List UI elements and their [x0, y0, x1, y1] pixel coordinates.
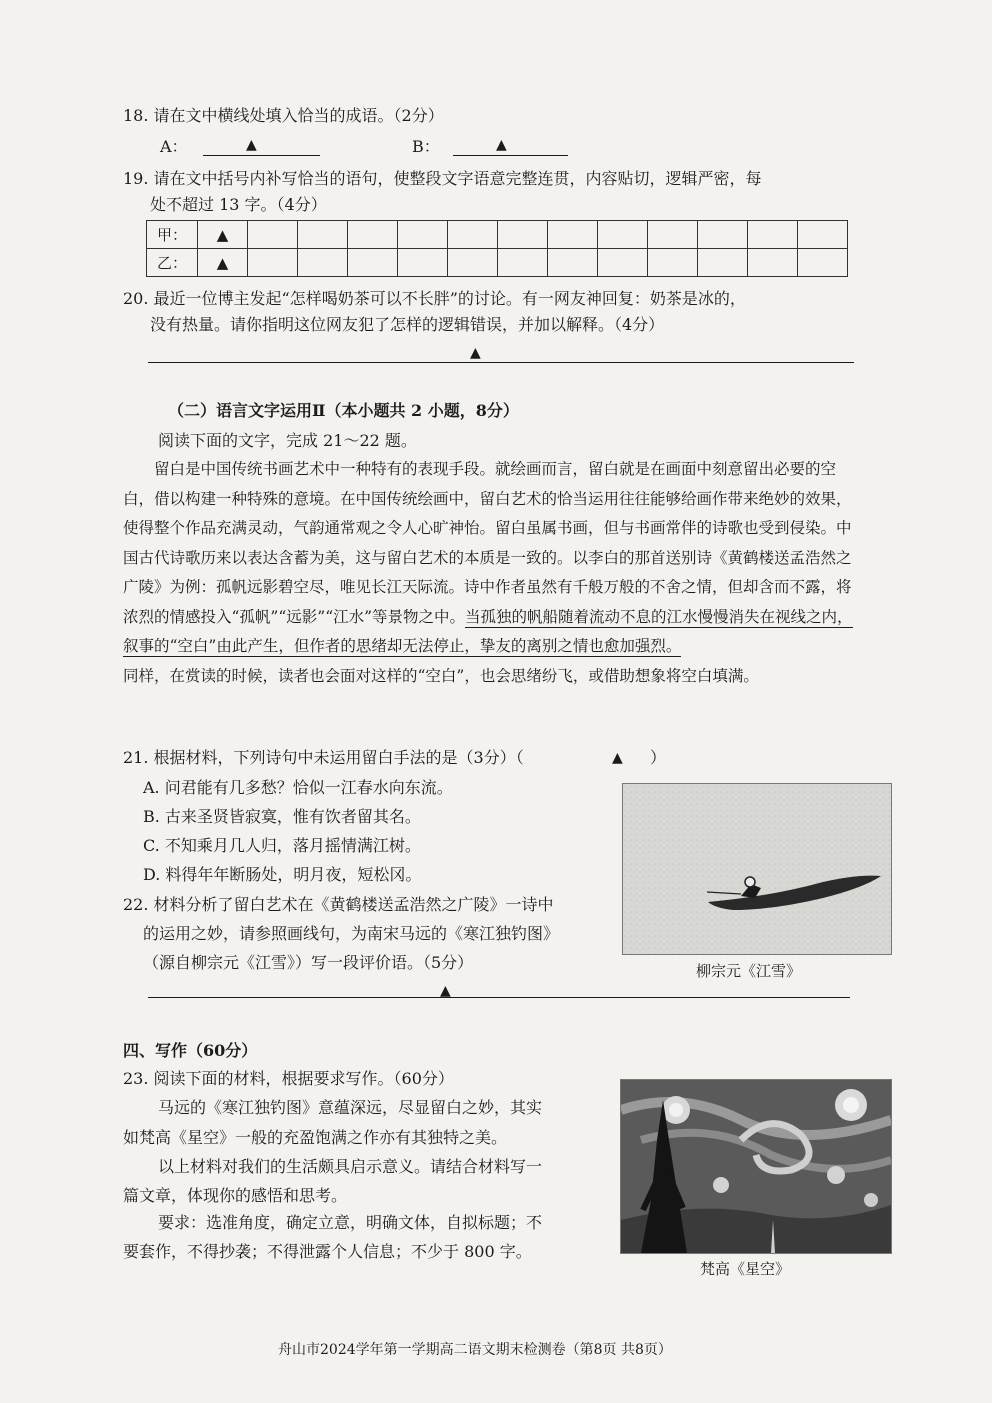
q22-line1: 22. 材料分析了留白艺术在《黄鹤楼送孟浩然之广陵》一诗中 [123, 895, 554, 914]
q22-line2: 的运用之妙，请参照画线句，为南宋马远的《寒江独钓图》 [143, 924, 560, 943]
q23-para3-l1: 要求：选准角度，确定立意，明确文体，自拟标题；不 [158, 1213, 543, 1232]
section4-title: 四、写作（60分） [123, 1041, 258, 1060]
q23-para1-l1: 马远的《寒江独钓图》意蕴深远，尽显留白之妙，其实 [158, 1098, 543, 1117]
section2-title: （二）语言文字运用Ⅱ（本小题共 2 小题，8分） [168, 401, 519, 420]
q19-cell[interactable] [448, 221, 498, 249]
q18-b-marker: ▲ [496, 137, 507, 153]
q19-cell[interactable] [498, 221, 548, 249]
q21-text: 21. 根据材料，下列诗句中未运用留白手法的是（3分）（ [123, 748, 524, 767]
q21-option-b[interactable]: B. 古来圣贤皆寂寞，惟有饮者留其名。 [143, 807, 421, 826]
q19-cell[interactable] [798, 249, 848, 277]
q18-b-label: B： [412, 137, 440, 156]
section2-instruction: 阅读下面的文字，完成 21～22 题。 [158, 431, 417, 450]
q19-cell[interactable] [598, 249, 648, 277]
jiangxue-painting [622, 783, 892, 955]
q21-option-d[interactable]: D. 料得年年断肠处，明月夜，短松冈。 [143, 865, 422, 884]
q19-text-line1: 19. 请在文中括号内补写恰当的语句，使整段文字语意完整连贯，内容贴切，逻辑严密，每 [123, 169, 762, 188]
q20-marker: ▲ [470, 345, 481, 361]
passage-underlined-sentence: 当孤独的帆船随着流动不息的江水慢慢消失在视线之内，叙事的“空白”由此产生，但作者的思绪却无法停止，挚友的离别之情也愈加强烈。 [123, 607, 853, 655]
q19-cell[interactable] [748, 249, 798, 277]
q22-line3: （源自柳宗元《江雪》）写一段评价语。（5分） [143, 953, 474, 972]
q19-row-jia [147, 221, 848, 249]
q22-answer-line[interactable] [148, 997, 850, 998]
passage-part-b: 同样，在赏读的时候，读者也会面对这样的“空白”，也会思绪纷飞，或借助想象将空白填满。 [123, 666, 759, 685]
q19-cell[interactable] [298, 221, 348, 249]
q19-cell[interactable]: ▲ [198, 221, 248, 249]
q19-cell[interactable] [398, 221, 448, 249]
q19-cell[interactable] [598, 221, 648, 249]
q23-line1: 23. 阅读下面的材料，根据要求写作。（60分） [123, 1069, 454, 1088]
q19-cell[interactable] [548, 249, 598, 277]
q20-text-line2: 没有热量。请你指明这位网友犯了怎样的逻辑错误，并加以解释。（4分） [150, 315, 665, 334]
q19-text-line2: 处不超过 13 字。（4分） [150, 195, 327, 214]
q19-cell[interactable] [748, 221, 798, 249]
q19-cell[interactable] [348, 221, 398, 249]
q19-cell[interactable] [448, 249, 498, 277]
q19-cell[interactable] [548, 221, 598, 249]
q19-cell[interactable] [498, 249, 548, 277]
q19-cell[interactable]: ▲ [198, 249, 248, 277]
q19-cell[interactable] [798, 221, 848, 249]
q20-text-line1: 20. 最近一位博主发起“怎样喝奶茶可以不长胖”的讨论。有一网友神回复：奶茶是冰的， [123, 289, 746, 308]
passage-part-a: 留白是中国传统书画艺术中一种特有的表现手段。就绘画而言，留白就是在画面中刻意留出必要的空白，借以构建一种特殊的意境。在中国传统绘画中，留白艺术的恰当运用往往能够给画作带来绝妙的效果，使得整个作品充满灵动，气韵通常观之令人心旷神怡。留白虽属书画，但与书画常伴的诗歌也受到侵染。中国古代诗歌历来以表达含蓄为美，这与留白艺术的本质是一致的。以李白的那首送别诗《黄鹤楼送孟浩然之广陵》为例：孤帆远影碧空尽，唯见长江天际流。诗中作者虽然有千般万般的不舍之情，但却含而不露，将浓烈的情感投入“孤帆”“远影”“江水”等景物之中。 [123, 460, 852, 626]
starry-night-illustration [621, 1080, 891, 1253]
starry-night-caption: 梵高《星空》 [700, 1260, 791, 1278]
q19-row-yi [147, 249, 848, 277]
q19-cell[interactable] [248, 221, 298, 249]
q19-cell[interactable] [698, 221, 748, 249]
q18-b-blank[interactable] [453, 155, 568, 156]
q22-marker: ▲ [440, 983, 451, 999]
q19-cell[interactable] [398, 249, 448, 277]
jiangxue-caption: 柳宗元《江雪》 [696, 962, 802, 980]
q18-text: 18. 请在文中横线处填入恰当的成语。（2分） [123, 106, 444, 125]
starry-night-painting [620, 1079, 892, 1254]
fishing-boat-illustration [623, 784, 891, 954]
q23-para1-l2: 如梵高《星空》一般的充盈饱满之作亦有其独特之美。 [123, 1128, 508, 1147]
passage [123, 455, 861, 691]
q19-row2-label: 乙： [147, 249, 198, 277]
q19-cell[interactable] [348, 249, 398, 277]
q21-option-a[interactable]: A. 问君能有几多愁？恰似一江春水向东流。 [143, 778, 453, 797]
q19-cell[interactable] [648, 221, 698, 249]
page-footer: 舟山市2024学年第一学期高二语文期末检测卷（第8页 共8页） [278, 1342, 672, 1358]
q19-cell[interactable] [698, 249, 748, 277]
q19-row1-label: 甲： [147, 221, 198, 249]
q20-answer-line[interactable] [148, 362, 854, 363]
q19-cell[interactable] [648, 249, 698, 277]
q18-a-marker: ▲ [246, 137, 257, 153]
q23-para2-l1: 以上材料对我们的生活颇具启示意义。请结合材料写一 [158, 1157, 543, 1176]
q18-a-blank[interactable] [203, 155, 320, 156]
q23-para2-l2: 篇文章，体现你的感悟和思考。 [123, 1186, 348, 1205]
q19-answer-grid [146, 220, 848, 277]
q23-para3-l2: 要套作，不得抄袭；不得泄露个人信息；不少于 800 字。 [123, 1242, 532, 1261]
q21-marker: ▲ [612, 750, 623, 766]
q19-cell[interactable] [248, 249, 298, 277]
q19-cell[interactable] [298, 249, 348, 277]
q21-option-c[interactable]: C. 不知乘月几人归，落月摇情满江树。 [143, 836, 421, 855]
q21-close: ） [650, 748, 667, 767]
q18-a-label: A： [160, 137, 188, 156]
